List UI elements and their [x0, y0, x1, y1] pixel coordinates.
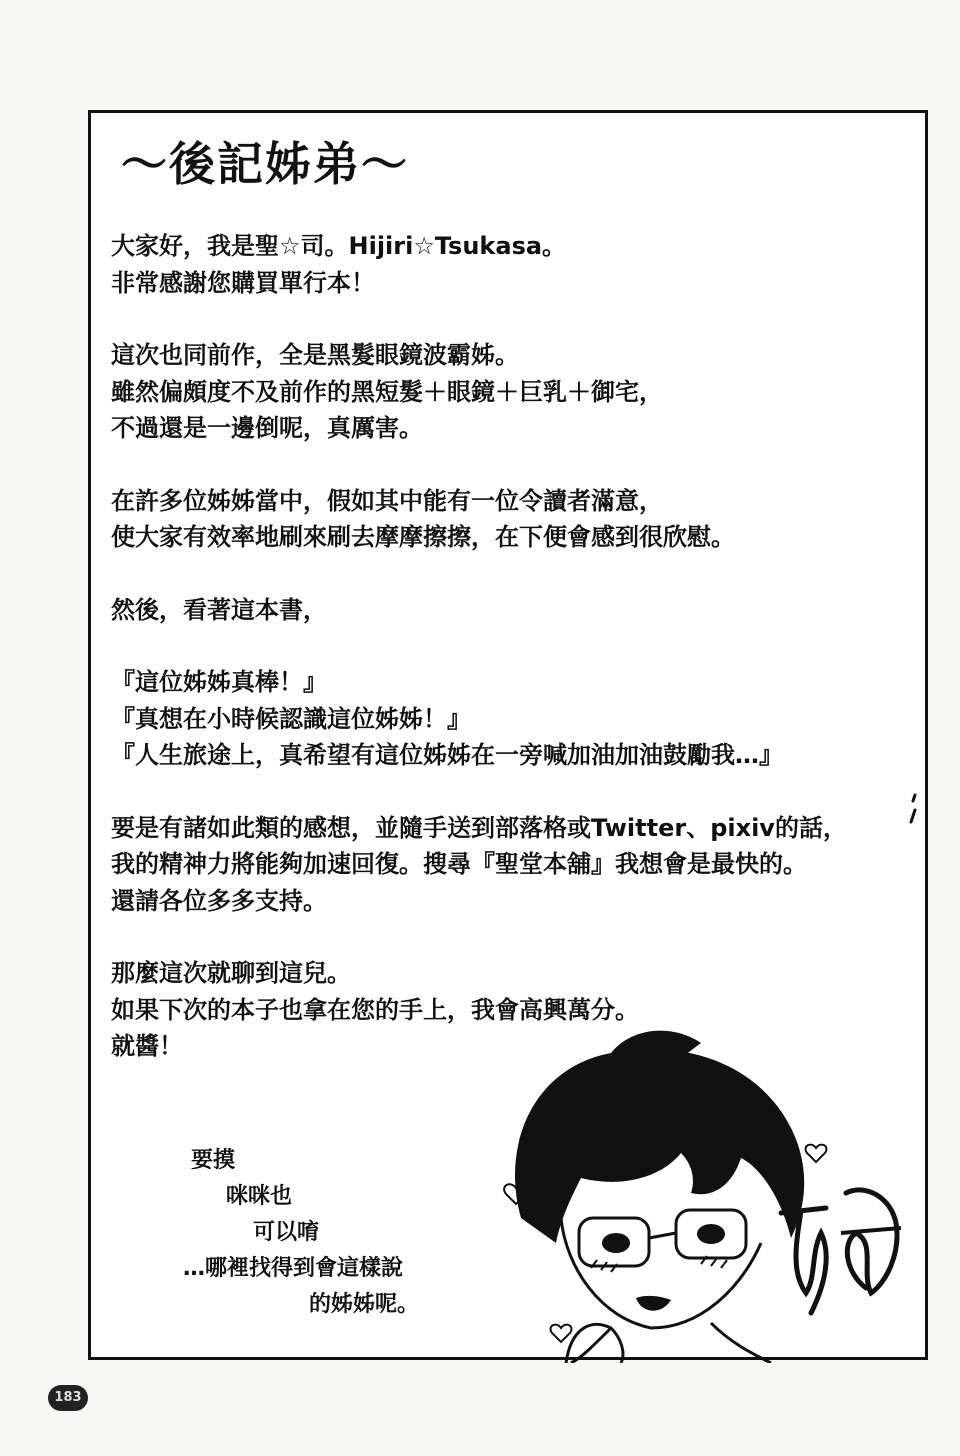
speech-line: 的姊姊呢。: [309, 1292, 420, 1317]
text-line: 大家好，我是聖☆司。Hijiri☆Tsukasa。: [111, 232, 567, 260]
page-number: 183: [48, 1385, 88, 1411]
speech-line: …哪裡找得到會這樣說: [183, 1256, 404, 1281]
text-line: 這次也同前作，全是黑髮眼鏡波霸姊。: [111, 341, 519, 369]
text-line: 不過還是一邊倒呢，真厲害。: [111, 414, 423, 442]
text-line: 那麼這次就聊到這兒。: [111, 959, 351, 987]
text-line: 要是有諸如此類的感想，並隨手送到部落格或Twitter、pixiv的話，: [111, 813, 847, 842]
afterword-frame: [88, 110, 928, 1360]
afterword-body: [111, 228, 921, 1065]
speech-line: 咪咪也: [226, 1184, 293, 1209]
text-line: 非常感謝您購買單行本！: [111, 268, 375, 297]
text-line: 就醬！: [111, 1032, 183, 1060]
text-line: 然後，看著這本書，: [111, 595, 327, 624]
margin-mark: [905, 790, 925, 830]
author-signature: [771, 1173, 921, 1323]
text-line: 如果下次的本子也拿在您的手上，我會高興萬分。: [111, 995, 639, 1024]
speech-line: 要摸: [191, 1148, 236, 1173]
text-line: 『人生旅途上，真希望有這位姊姊在一旁喊加油加油鼓勵我…』: [111, 741, 783, 769]
text-line: 『這位姊姊真棒！』: [111, 668, 327, 696]
text-line: 『真想在小時候認識這位姊姊！』: [111, 704, 471, 733]
text-line: 我的精神力將能夠加速回復。搜尋『聖堂本舖』我想會是最快的。: [111, 850, 807, 878]
text-line: 在許多位姊姊當中，假如其中能有一位令讀者滿意，: [111, 486, 663, 515]
text-line: 使大家有效率地刷來刷去摩摩擦擦，在下便會感到很欣慰。: [111, 523, 735, 551]
speech-line: 可以唷: [253, 1220, 320, 1245]
page-title: ～後記姊弟～: [121, 137, 409, 191]
speech-text: [183, 1143, 420, 1323]
text-line: 還請各位多多支持。: [111, 886, 327, 915]
text-line: 雖然偏頗度不及前作的黑短髮＋眼鏡＋巨乳＋御宅，: [111, 377, 663, 406]
